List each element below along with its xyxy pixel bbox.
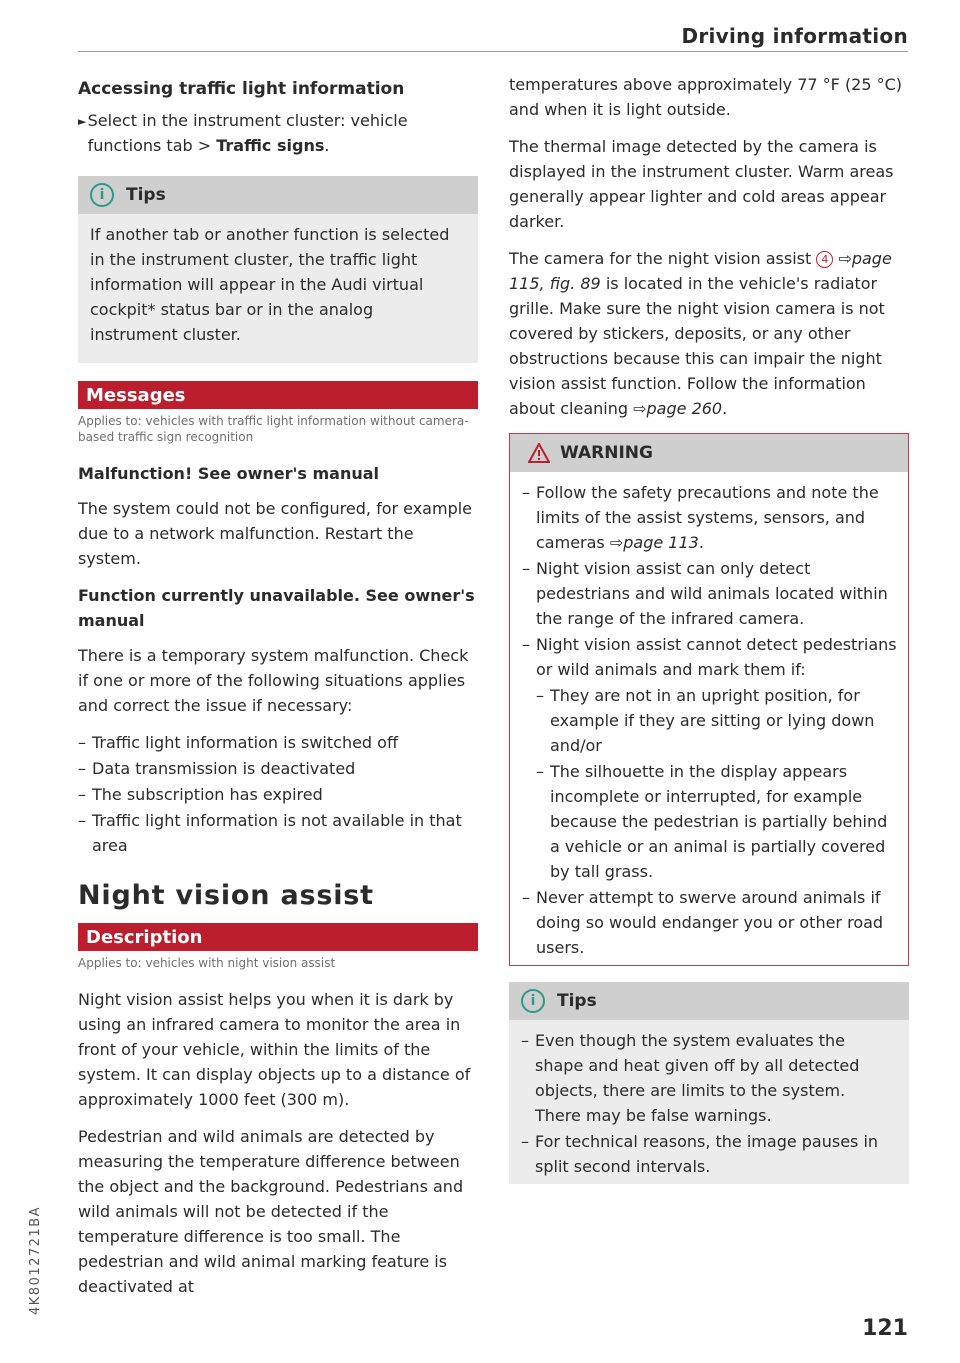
list-item-text: The subscription has expired <box>92 785 323 804</box>
list-item <box>522 885 898 960</box>
warning-item-text: Night vision assist can only detect pedestrians and wild animals located within the range of the infrared camera. <box>536 559 888 628</box>
dash-mark: – <box>522 635 530 654</box>
list-item <box>521 1129 895 1179</box>
access-heading: Accessing traffic light information <box>78 79 405 99</box>
list-item <box>522 683 898 758</box>
access-step-end: . <box>324 136 330 155</box>
dash-mark: – <box>522 483 530 502</box>
page-reference-link[interactable] <box>633 399 722 418</box>
tips-1-text: If another tab or another function is selected in the instrument cluster, the traffic light information will appear in the Audi virtual cockpit* status bar or in the analog instrument cluster. <box>90 225 450 344</box>
warning-item-text: Never attempt to swerve around animals if doing so would endanger you or other road users. <box>536 888 884 957</box>
malfunction-heading: Malfunction! See owner's manual <box>78 464 380 483</box>
tips-label: Tips <box>126 185 166 205</box>
xref-arrow-icon: ⇨ <box>633 399 647 418</box>
running-header: Driving information <box>681 24 908 48</box>
night-vision-heading: Night vision assist <box>78 880 374 911</box>
dash-mark: – <box>522 888 530 907</box>
tips-box-2-head <box>509 982 909 1020</box>
warning-item-end: . <box>698 533 704 552</box>
access-step-bold: Traffic signs <box>216 136 325 155</box>
malfunction-text: The system could not be configured, for example due to a network malfunction. Restart the system. <box>78 499 473 568</box>
dash-mark: – <box>536 686 544 705</box>
dash-mark: – <box>521 1132 529 1151</box>
messages-heading: Messages <box>78 381 478 409</box>
page-reference-text: page 113 <box>623 533 699 552</box>
dash-mark: – <box>536 762 544 781</box>
list-item <box>521 1028 895 1128</box>
page-number: 121 <box>862 1316 908 1341</box>
warning-sub-item-text: The silhouette in the display appears incomplete or interrupted, for example because the pedestrian is partially behind a vehicle or an animal is partially covered by tall grass. <box>550 762 888 881</box>
left-column <box>78 72 478 1311</box>
warning-triangle-icon <box>528 443 550 463</box>
list-item-text: Traffic light information is not available in that area <box>92 811 462 855</box>
dash-mark: – <box>521 1031 529 1050</box>
thermal-paragraph: The thermal image detected by the camera is displayed in the instrument cluster. Warm areas generally appear lighter and cold areas appear darker. <box>509 137 894 231</box>
list-item-text: Data transmission is deactivated <box>92 759 356 778</box>
list-item <box>78 730 478 755</box>
document-code: 4K8012721BA <box>28 1205 43 1315</box>
header-rule <box>78 51 908 52</box>
list-item <box>78 756 478 781</box>
description-heading: Description <box>78 923 478 951</box>
warning-head <box>510 434 908 472</box>
description-p1: Night vision assist helps you when it is dark by using an infrared camera to monitor the area in front of your vehicle, within the limits of the system. It can display objects up to a distance of approximately 1000 feet (300 m). <box>78 990 471 1109</box>
description-p2: Pedestrian and wild animals are detected by measuring the temperature difference between the object and the background. Pedestrians and wild animals will not be detected if the temperature difference is too small. The pedestrian and wild animal marking feature is deactivated at <box>78 1127 464 1296</box>
tips-box-2 <box>509 982 909 1184</box>
dash-mark: – <box>78 811 86 830</box>
info-icon: i <box>90 183 114 207</box>
list-item-text: Traffic light information is switched off <box>92 733 398 752</box>
xref-arrow-icon: ⇨ <box>609 533 624 552</box>
camera-text-a: The camera for the night vision assist <box>509 249 817 268</box>
description-applies: Applies to: vehicles with night vision assist <box>78 956 336 970</box>
unavailable-heading: Function currently unavailable. See owner's manual <box>78 586 475 630</box>
callout-number: 4 <box>816 251 833 268</box>
list-item <box>522 480 898 555</box>
tips-item-text: Even though the system evaluates the shape and heat given off by all detected objects, there are limits to the system. There may be false warnings. <box>535 1031 860 1125</box>
dash-mark: – <box>78 785 86 804</box>
right-column <box>509 72 909 1202</box>
camera-text-b: is located in the vehicle's radiator grille. Make sure the night vision camera is not covered by stickers, deposits, or any other obstructions because this can impair the night vision assist function. Follow the information about cleaning <box>509 274 885 418</box>
info-icon: i <box>521 989 545 1013</box>
list-item <box>522 632 898 682</box>
dash-mark: – <box>78 759 86 778</box>
list-item <box>78 808 478 858</box>
camera-text-end: . <box>722 399 728 418</box>
tips-item-text: For technical reasons, the image pauses in split second intervals. <box>535 1132 879 1176</box>
list-item <box>522 759 898 884</box>
list-item <box>78 782 478 807</box>
continued-paragraph: temperatures above approximately 77 °F (25 °C) and when it is light outside. <box>509 75 903 119</box>
dash-mark: – <box>78 733 86 752</box>
page-reference-text: page 260 <box>646 399 723 418</box>
warning-sub-item-text: They are not in an upright position, for example if they are sitting or lying down and/or <box>550 686 875 755</box>
situation-list <box>78 730 478 858</box>
access-step-text: Select in the instrument cluster: vehicle functions tab > <box>87 111 408 155</box>
warning-label: WARNING <box>560 443 653 463</box>
step-arrow-icon: ► <box>78 115 87 128</box>
page-reference-text: page 115, fig. 89 <box>509 249 892 293</box>
warning-item-text: Night vision assist cannot detect pedestrians or wild animals and mark them if: <box>536 635 897 679</box>
access-step <box>78 108 478 158</box>
tips-label: Tips <box>557 991 597 1011</box>
dash-mark: – <box>522 559 530 578</box>
warning-box <box>509 433 909 966</box>
list-item <box>522 556 898 631</box>
unavailable-text: There is a temporary system malfunction. Check if one or more of the following situations applies and correct the issue if necessary: <box>78 646 469 715</box>
tips-box-1 <box>78 176 478 363</box>
page-reference-link[interactable] <box>610 533 699 552</box>
tips-box-1-head <box>78 176 478 214</box>
camera-paragraph <box>509 246 909 421</box>
warning-item-text: Follow the safety precautions and note the limits of the assist systems, sensors, and cameras <box>536 483 879 552</box>
messages-applies: Applies to: vehicles with traffic light information without camera-based traffic sign recognition <box>78 414 469 444</box>
xref-arrow-icon: ⇨ <box>838 249 852 268</box>
